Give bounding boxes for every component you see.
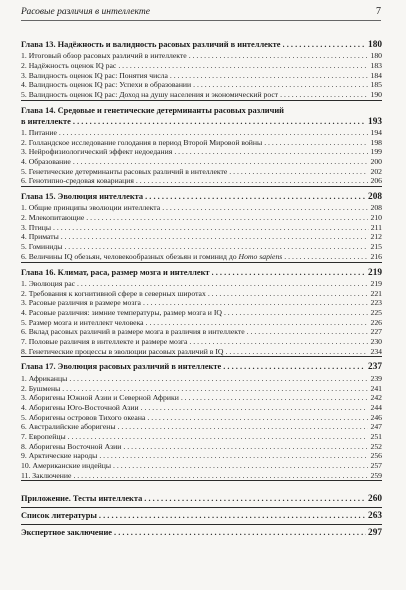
toc-entry: 2. Требования к когнитивной сфере в северных широтах . . . 221 [21, 289, 382, 299]
toc-entry: 1. Питание . . . 194 [21, 128, 382, 138]
table-of-contents [21, 39, 382, 485]
toc-entry: 1. Итоговый обзор расовых различий в интеллекте . . . 180 [21, 51, 382, 61]
toc-entry: 5. Генетические детерминанты расовых различий в интеллекте . . . 202 [21, 167, 382, 177]
toc-entry: 6. Австралийские аборигены . . . 247 [21, 422, 382, 432]
chapter-title: Глава 16. Климат, раса, размер мозга и интеллект [21, 267, 210, 277]
chapter-title-continued: в интеллекте [21, 116, 71, 126]
chapter-page: 180 [368, 40, 382, 50]
dot-leader [283, 39, 367, 50]
toc-entry: 2. Голландское исследование голодания в период Второй Мировой войны . . . 198 [21, 138, 382, 148]
toc-entry: 11. Заключение . . . 259 [21, 471, 382, 481]
appendix-entry: Приложение. Тесты интеллекта . . . 260 [21, 491, 382, 508]
running-header [21, 6, 381, 21]
toc-entry: 7. Европейцы . . . 251 [21, 432, 382, 442]
chapter-page: 193 [368, 116, 382, 127]
chapter-16-block [21, 267, 382, 358]
toc-entry: 4. Аборигены Юго-Восточной Азии . . . 244 [21, 403, 382, 413]
toc-entry: 5. Аборигены островов Тихого океана . . . 246 [21, 413, 382, 423]
toc-entry: 5. Валидность оценок IQ рас: Доход на душу населения и экономический рост . . . 190 [21, 90, 382, 100]
chapter-17-heading [21, 361, 382, 373]
dot-leader [145, 191, 366, 202]
toc-entry: 5. Размер мозга и интеллект человека . . . 226 [21, 318, 382, 328]
dot-leader [114, 525, 366, 540]
toc-entry: 1. Африканцы . . . 239 [21, 374, 382, 384]
toc-entry: 7. Половые различия в интеллекте и размере мозга . . . 230 [21, 337, 382, 347]
toc-entry: 2. Надёжность оценок IQ рас . . . 183 [21, 61, 382, 71]
toc-entry: 3. Аборигены Южной Азии и Северной Африки . . . 242 [21, 393, 382, 403]
toc-entry: 8. Генетические процессы в эволюции расовых различий в IQ . . . 234 [21, 347, 382, 357]
toc-entry: 3. Расовые различия в размере мозга . . . 223 [21, 298, 382, 308]
chapter-page: 208 [368, 191, 382, 202]
toc-entry: 10. Американские индейцы . . . 257 [21, 461, 382, 471]
toc-entry: 5. Гоминиды . . . 215 [21, 242, 382, 252]
toc-entry: 2. Бушмены . . . 241 [21, 384, 382, 394]
chapter-17-block [21, 361, 382, 481]
chapter-16-heading [21, 267, 382, 279]
chapter-14-heading [21, 116, 382, 128]
chapter-14-heading-line1: Глава 14. Средовые и генетические детерминанты расовых различий [21, 105, 284, 115]
toc-entry: 4. Валидность оценок IQ рас: Успехи в образовании . . . 185 [21, 80, 382, 90]
toc-entry: 9. Арктические народы . . . 256 [21, 451, 382, 461]
chapter-15-heading [21, 191, 382, 203]
toc-entry: 1. Общие принципы эволюции интеллекта . . . 208 [21, 203, 382, 213]
italic-term: Homo sapiens [238, 251, 283, 261]
chapter-13-block [21, 39, 382, 101]
toc-entry: 6. Величины IQ обезьян, человекообразных обезьян и гоминид до Homo sapiens . . . 216 [21, 252, 382, 262]
dot-leader [223, 361, 366, 372]
toc-entry: 3. Птицы . . . 211 [21, 223, 382, 233]
expert-conclusion-entry: Экспертное заключение . . . 297 [21, 525, 382, 541]
dot-leader [212, 267, 367, 278]
toc-entry: 1. Эволюция рас . . . 219 [21, 279, 382, 289]
toc-entry: 6. Вклад расовых различий в размере мозга в различия в интеллекте . . . 227 [21, 327, 382, 337]
chapter-title: Глава 17. Эволюция расовых различий в интеллекте [21, 362, 222, 372]
toc-entry: 2. Млекопитающие . . . 210 [21, 213, 382, 223]
chapter-13-heading [21, 39, 382, 51]
toc-entry: 4. Образование . . . 200 [21, 157, 382, 167]
chapter-page: 219 [368, 267, 382, 278]
dot-leader [73, 116, 366, 127]
toc-entry: 3. Нейрофизиологический эффект недоедания . . . 199 [21, 147, 382, 157]
running-header-title: Расовые различия в интеллекте [21, 7, 150, 17]
toc-entry: 4. Приматы . . . 212 [21, 232, 382, 242]
toc-entry: 4. Расовые различия: зимние температуры, размер мозга и IQ . . . 225 [21, 308, 382, 318]
chapter-title: Глава 15. Эволюция интеллекта [21, 191, 144, 201]
references-entry: Список литературы . . . 263 [21, 508, 382, 525]
chapter-14-block [21, 105, 382, 187]
toc-entry: 8. Аборигены Восточной Азии . . . 252 [21, 442, 382, 452]
page-number: 7 [376, 6, 381, 17]
end-matter [21, 491, 382, 542]
dot-leader [99, 508, 366, 523]
chapter-15-block [21, 191, 382, 263]
toc-entry: 6. Генотипно-средовая ковариация . . . 206 [21, 176, 382, 186]
chapter-title: Глава 13. Надёжность и валидность расовых различий в интеллекте [21, 40, 281, 49]
chapter-page: 237 [368, 362, 382, 373]
toc-entry: 3. Валидность оценок IQ рас: Понятия числа . . . 184 [21, 71, 382, 81]
dot-leader [144, 491, 366, 506]
